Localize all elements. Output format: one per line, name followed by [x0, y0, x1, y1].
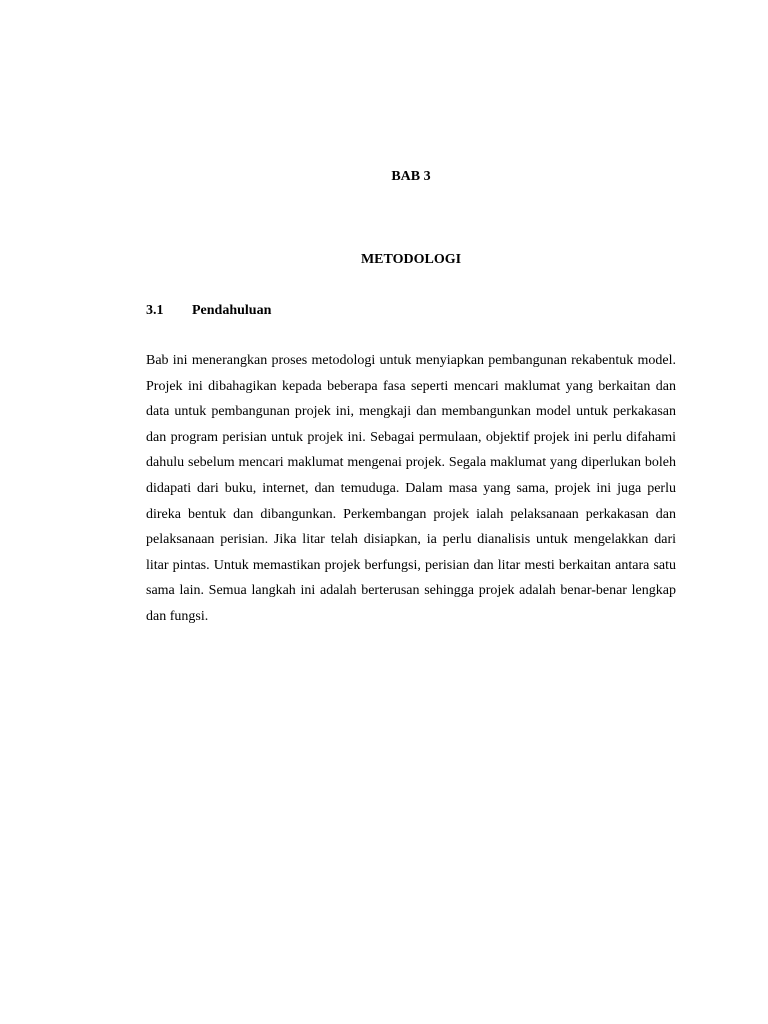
body-paragraph: Bab ini menerangkan proses metodologi untuk menyiapkan pembangunan rekabentuk model. Projek ini dibahagikan kepada beberapa fasa seperti mencari maklumat yang berkaitan dan data untuk pembangunan projek ini, mengkaji dan membangunkan model untuk perkakasan dan program perisian untuk projek ini. Sebagai permulaan, objektif projek ini perlu difahami dahulu sebelum mencari maklumat mengenai projek. Segala maklumat yang diperlukan boleh didapati dari buku, internet, dan temuduga. Dalam masa yang sama, projek ini juga perlu direka bentuk dan dibangunkan. Perkembangan projek ialah pelaksanaan perkakasan dan pelaksanaan perisian. Jika litar telah disiapkan, ia perlu dianalisis untuk mengelakkan dari litar pintas. Untuk memastikan projek berfungsi, perisian dan litar mesti berkaitan antara satu sama lain. Semua langkah ini adalah berterusan sehingga projek adalah benar-benar lengkap dan fungsi.	[146, 353, 676, 624]
section-number: 3.1	[146, 303, 164, 318]
section-heading	[146, 302, 271, 320]
section-title: Pendahuluan	[192, 303, 272, 318]
chapter-number: BAB 3	[391, 169, 431, 184]
chapter-title: METODOLOGI	[360, 252, 462, 267]
